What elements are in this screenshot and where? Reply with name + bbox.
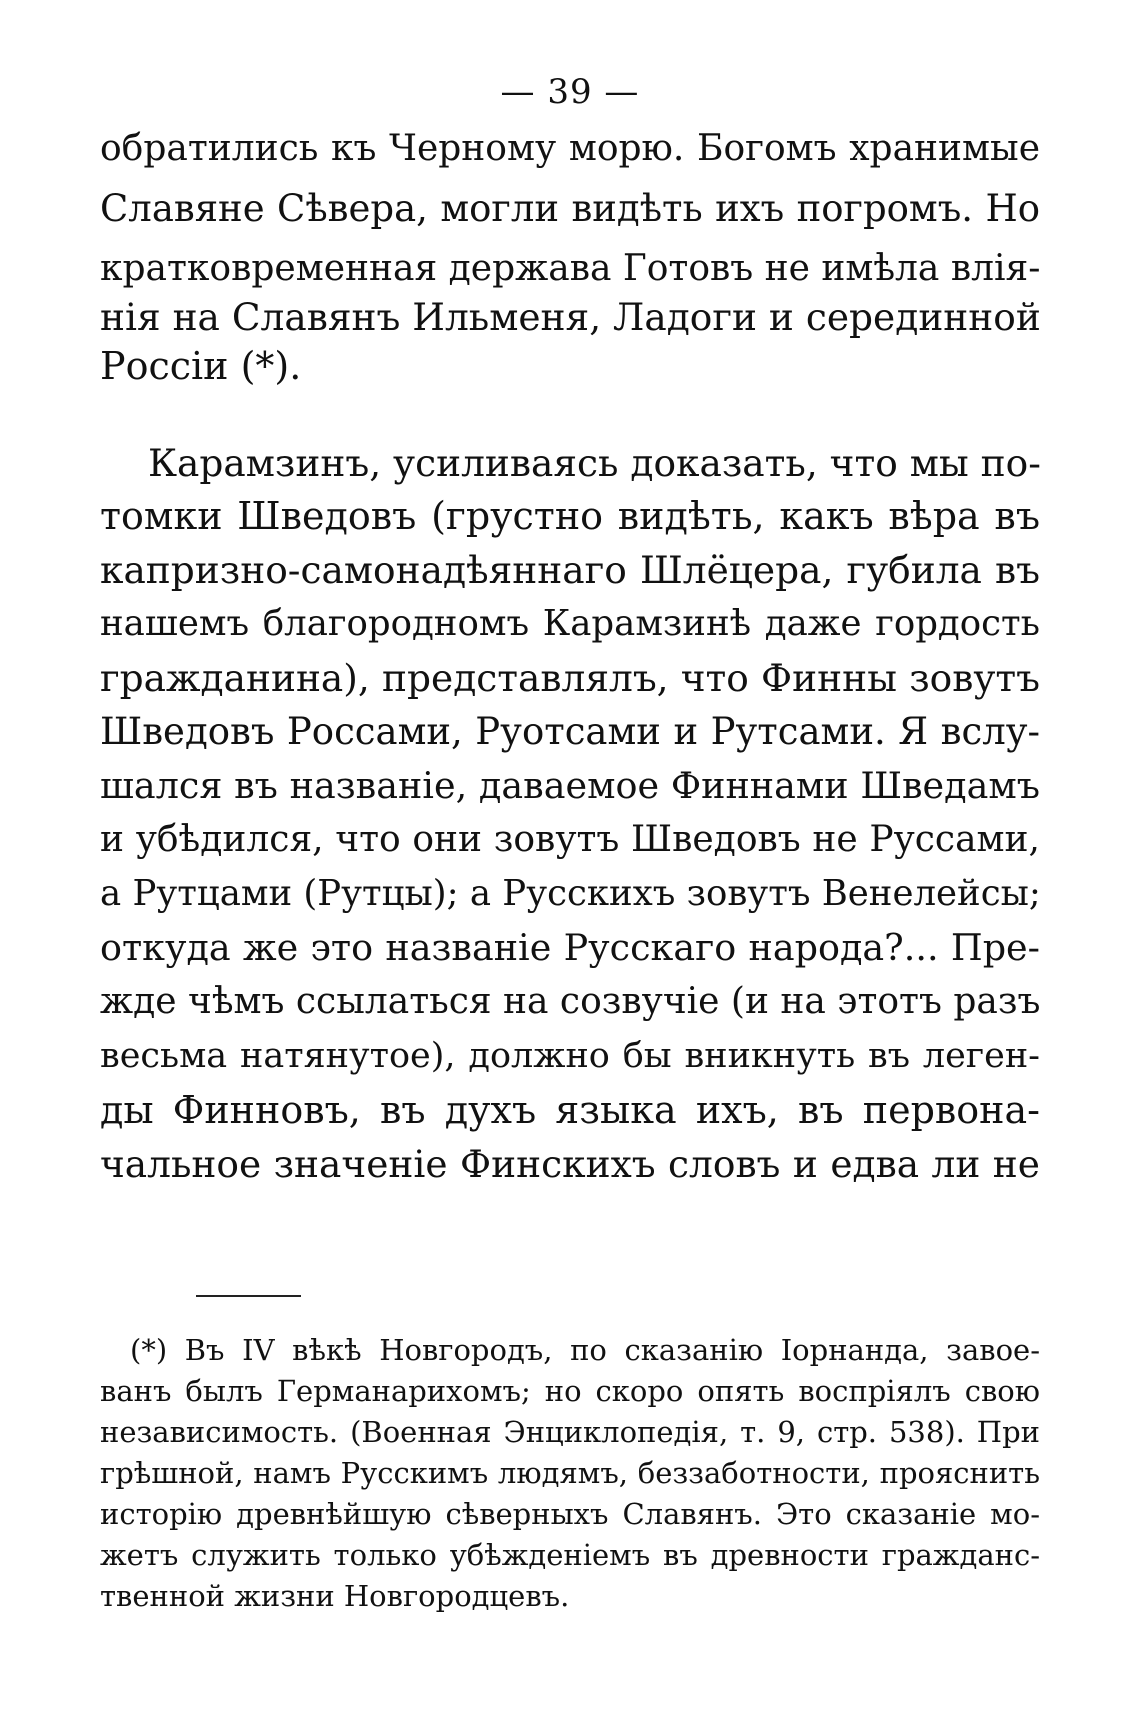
page-number: — 39 — — [500, 72, 640, 112]
paragraph-2-line: весьма натянутое), должно бы вникнуть въ леген- — [100, 1036, 1040, 1076]
footnote-line: жетъ служить только убѣжденіемъ въ древности гражданс- — [100, 1538, 1040, 1572]
footnote-line: (*) Въ IV вѣкѣ Новгородъ, по сказанію Іорнанда, завое- — [130, 1333, 1040, 1367]
footnote-line: независимость. (Военная Энциклопедія, т. 9, стр. 538). При — [100, 1415, 1040, 1449]
paragraph-1-line: нія на Славянъ Ильменя, Ладоги и серединной — [100, 295, 1041, 339]
paragraph-2-line: томки Шведовъ (грустно видѣть, какъ вѣра въ — [100, 494, 1040, 538]
paragraph-1-line: обратились къ Черному морю. Богомъ хранимые — [100, 128, 1040, 169]
paragraph-2-line: а Рутцами (Рутцы); а Русскихъ зовутъ Венелейсы; — [100, 873, 1041, 914]
footnote-line: твенной жизни Новгородцевъ. — [100, 1579, 570, 1613]
paragraph-2-line: ды Финновъ, въ духъ языка ихъ, въ первона- — [100, 1088, 1040, 1132]
paragraph-2-line: и убѣдился, что они зовутъ Шведовъ не Руссами, — [100, 819, 1040, 860]
paragraph-2-line: откуда же это названіе Русскаго народа?... Пре- — [100, 926, 1040, 969]
paragraph-1-line: Россіи (*). — [100, 344, 302, 388]
footnote-line: исторію древнѣйшую сѣверныхъ Славянъ. Это сказаніе мо- — [100, 1497, 1040, 1531]
footnote-line: ванъ былъ Германарихомъ; но скоро опять воспріялъ свою — [100, 1374, 1040, 1408]
paragraph-2-line: чальное значеніе Финскихъ словъ и едва ли не — [100, 1142, 1040, 1186]
paragraph-2-line: Шведовъ Россами, Руотсами и Рутсами. Я вслу- — [100, 710, 1040, 753]
paragraph-2-line: шался въ названіе, даваемое Финнами Шведамъ — [100, 764, 1040, 807]
paragraph-2-line: нашемъ благородномъ Карамзинѣ даже гордость — [100, 603, 1040, 644]
paragraph-2-line: гражданина), представлялъ, что Финны зовутъ — [100, 656, 1040, 700]
paragraph-1-line: кратковременная держава Готовъ не имѣла влія- — [100, 248, 1041, 289]
paragraph-2-line: Карамзинъ, усиливаясь доказать, что мы по- — [148, 441, 1041, 485]
paragraph-2-line: жде чѣмъ ссылаться на созвучіе (и на этотъ разъ — [100, 981, 1041, 1022]
paragraph-1-line: Славяне Сѣвера, могли видѣть ихъ погромъ. Но — [100, 187, 1040, 230]
paragraph-2-line: капризно-самонадѣяннаго Шлёцера, губила въ — [100, 548, 1040, 592]
footnote-line: грѣшной, намъ Русскимъ людямъ, беззаботности, прояснить — [100, 1456, 1040, 1490]
footnote-divider — [196, 1295, 301, 1297]
